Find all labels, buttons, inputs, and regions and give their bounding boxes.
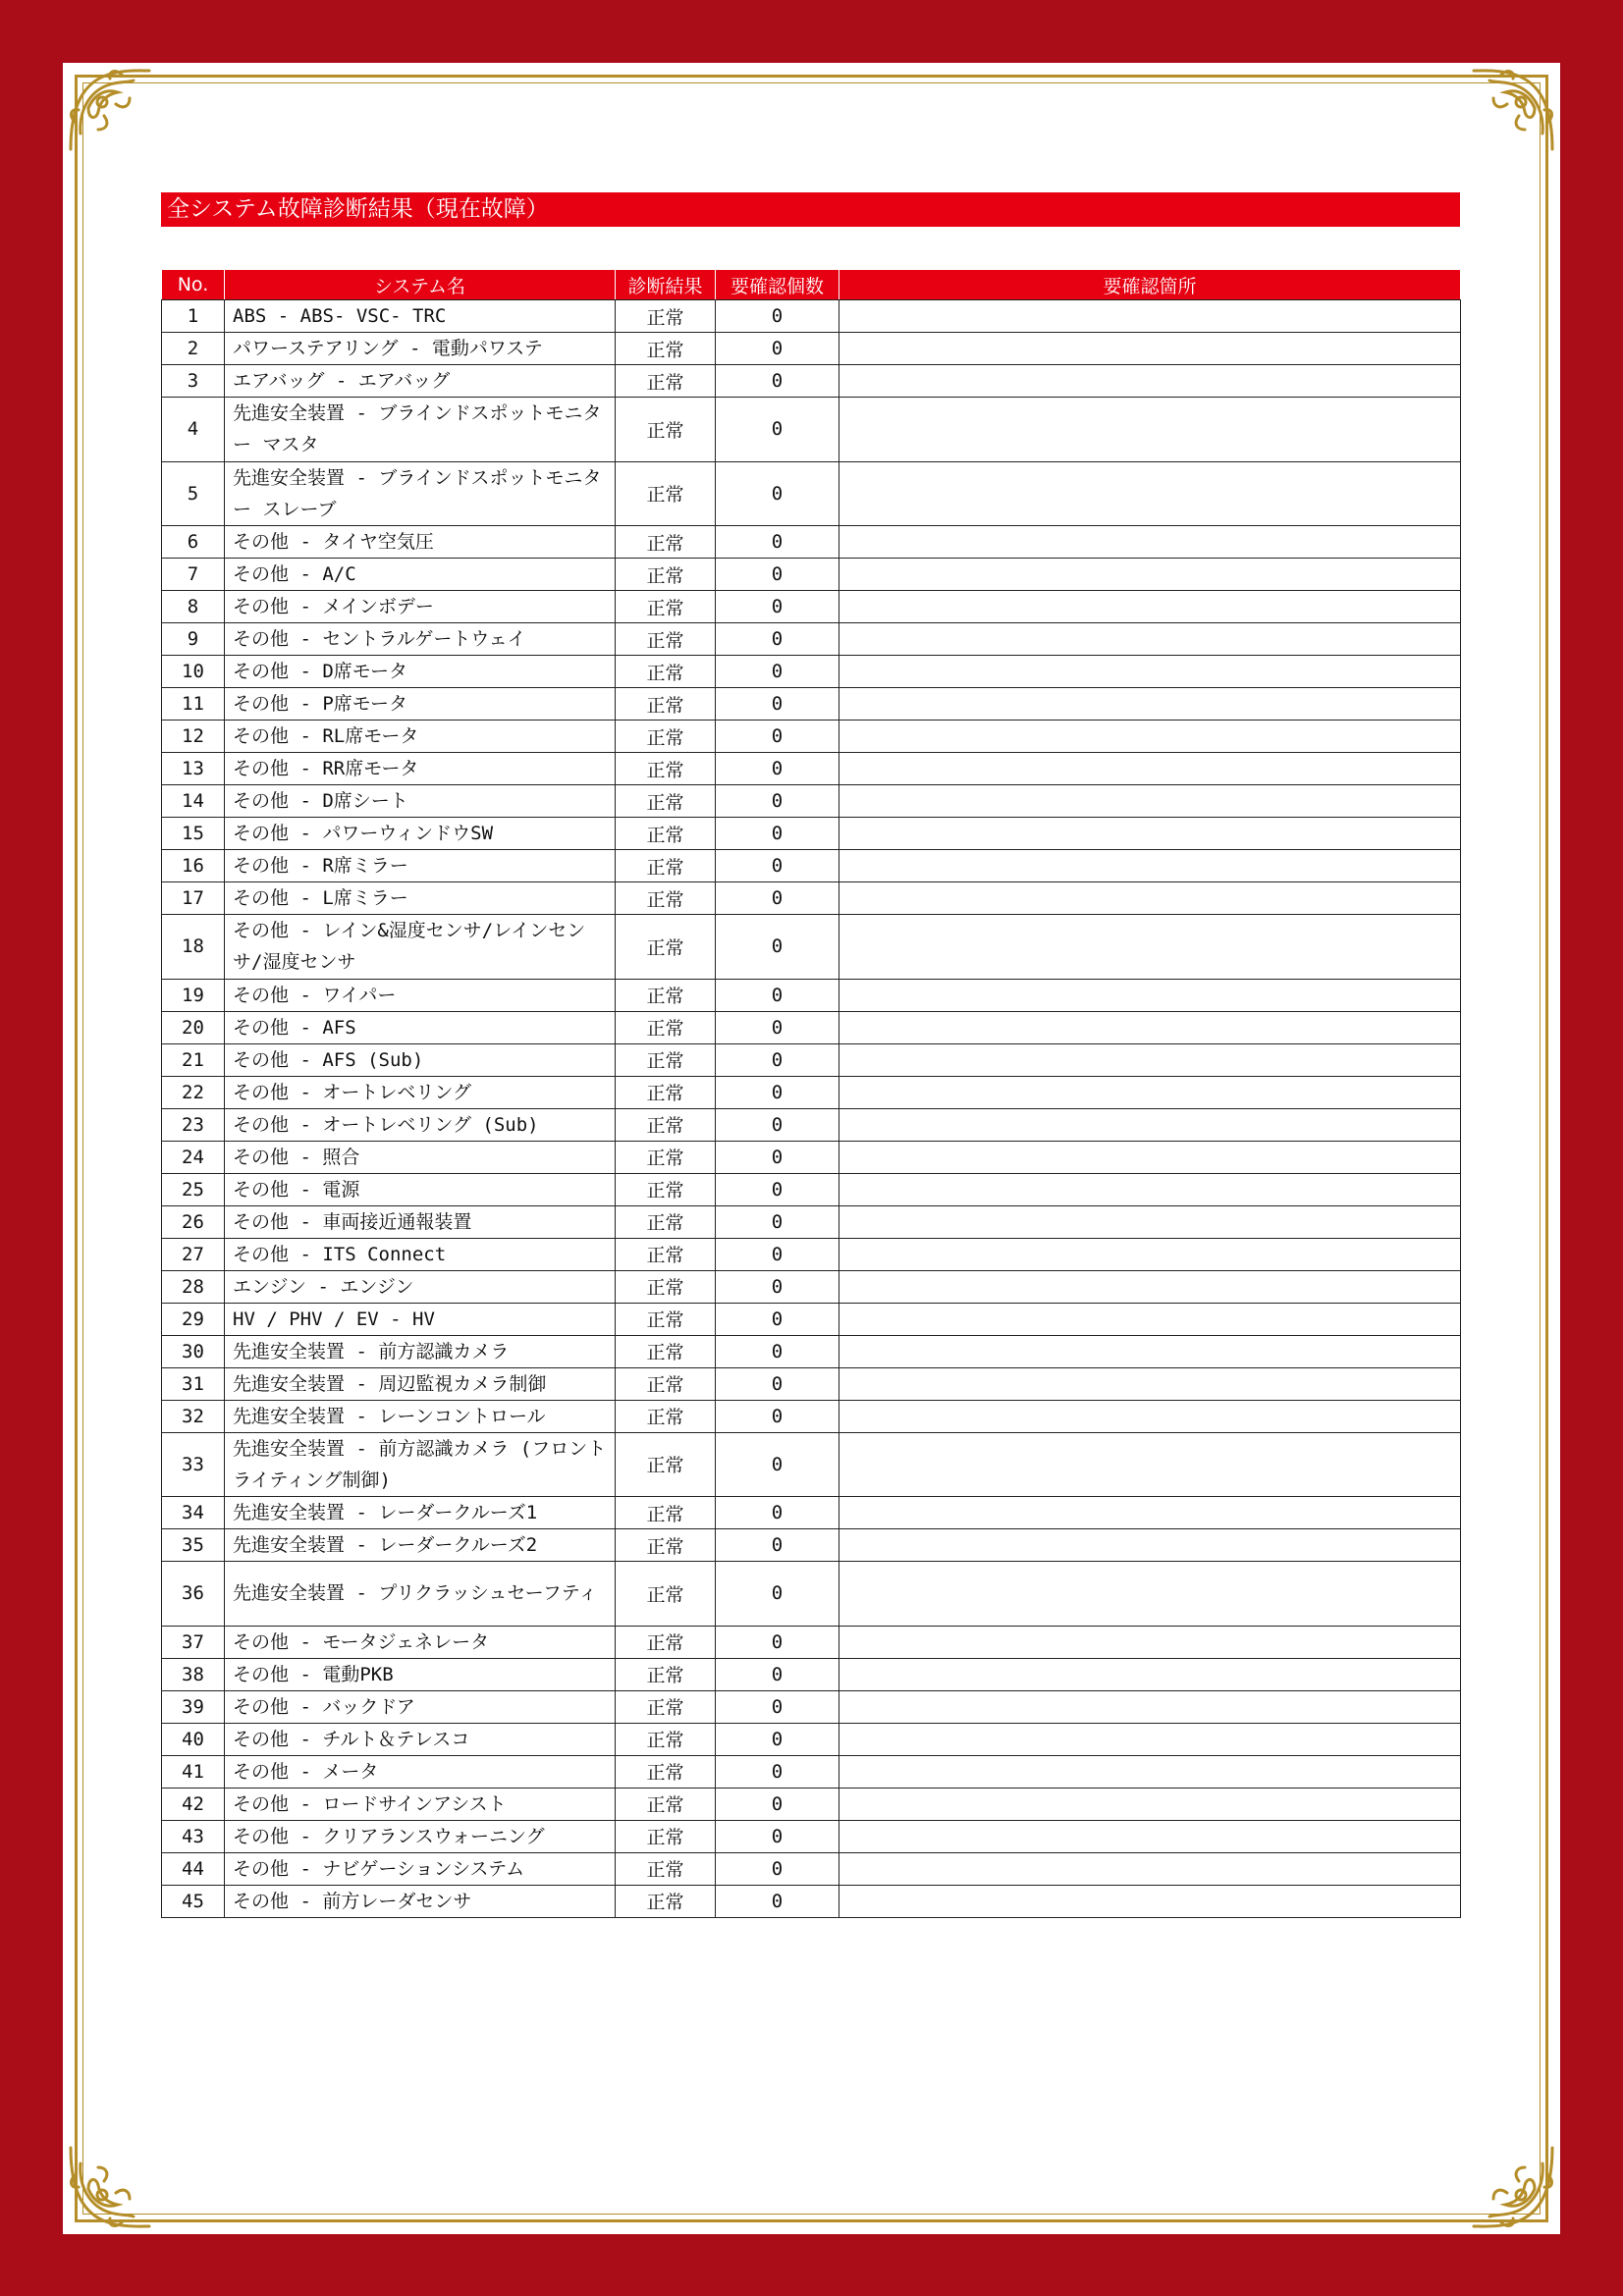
- count-cell: 0: [716, 300, 839, 333]
- row-number: 5: [162, 461, 225, 526]
- system-name-cell: その他 - タイヤ空気圧: [225, 526, 616, 559]
- result-cell: 正常: [616, 979, 716, 1011]
- system-name-cell: その他 - AFS: [225, 1011, 616, 1043]
- row-number: 43: [162, 1820, 225, 1852]
- system-name-cell: その他 - オートレベリング (Sub): [225, 1108, 616, 1141]
- row-number: 10: [162, 656, 225, 688]
- location-cell: [839, 1755, 1461, 1788]
- row-number: 8: [162, 591, 225, 623]
- count-cell: 0: [716, 1820, 839, 1852]
- table-row: [162, 1788, 1461, 1820]
- location-cell: [839, 1205, 1461, 1238]
- row-number: 41: [162, 1755, 225, 1788]
- row-number: 30: [162, 1335, 225, 1367]
- corner-ornament-icon: [1468, 2142, 1558, 2232]
- system-name-cell: 先進安全装置 - レーンコントロール: [225, 1400, 616, 1432]
- table-row: [162, 1173, 1461, 1205]
- location-cell: [839, 1303, 1461, 1335]
- system-name-cell: エアバッグ - エアバッグ: [225, 365, 616, 398]
- result-cell: 正常: [616, 915, 716, 980]
- result-cell: 正常: [616, 1335, 716, 1367]
- system-name-cell: その他 - AFS (Sub): [225, 1043, 616, 1076]
- system-name-cell: 先進安全装置 - 前方認識カメラ: [225, 1335, 616, 1367]
- table-row: [162, 1562, 1461, 1627]
- row-number: 39: [162, 1690, 225, 1723]
- count-cell: 0: [716, 1788, 839, 1820]
- result-cell: 正常: [616, 721, 716, 753]
- location-cell: [839, 1852, 1461, 1885]
- system-name-cell: エンジン - エンジン: [225, 1270, 616, 1303]
- location-cell: [839, 1529, 1461, 1562]
- result-cell: 正常: [616, 1043, 716, 1076]
- system-name-cell: その他 - チルト＆テレスコ: [225, 1723, 616, 1755]
- result-cell: 正常: [616, 1658, 716, 1690]
- location-cell: [839, 721, 1461, 753]
- system-name-cell: 先進安全装置 - 周辺監視カメラ制御: [225, 1367, 616, 1400]
- count-cell: 0: [716, 1562, 839, 1627]
- result-cell: 正常: [616, 1529, 716, 1562]
- count-cell: 0: [716, 1432, 839, 1497]
- table-row: [162, 882, 1461, 915]
- location-cell: [839, 656, 1461, 688]
- location-cell: [839, 1820, 1461, 1852]
- system-name-cell: その他 - RR席モータ: [225, 753, 616, 785]
- result-cell: 正常: [616, 1852, 716, 1885]
- location-cell: [839, 915, 1461, 980]
- count-cell: 0: [716, 398, 839, 462]
- row-number: 23: [162, 1108, 225, 1141]
- row-number: 13: [162, 753, 225, 785]
- system-name-cell: その他 - ナビゲーションシステム: [225, 1852, 616, 1885]
- row-number: 3: [162, 365, 225, 398]
- row-number: 24: [162, 1141, 225, 1173]
- row-number: 28: [162, 1270, 225, 1303]
- table-body: [162, 300, 1461, 1918]
- column-header-system: システム名: [225, 270, 616, 300]
- row-number: 4: [162, 398, 225, 462]
- row-number: 26: [162, 1205, 225, 1238]
- system-name-cell: その他 - メータ: [225, 1755, 616, 1788]
- table-row: [162, 1755, 1461, 1788]
- system-name-cell: その他 - オートレベリング: [225, 1076, 616, 1108]
- system-name-cell: HV / PHV / EV - HV: [225, 1303, 616, 1335]
- table-row: [162, 1108, 1461, 1141]
- row-number: 45: [162, 1885, 225, 1917]
- table-row: [162, 1432, 1461, 1497]
- row-number: 31: [162, 1367, 225, 1400]
- result-cell: 正常: [616, 1723, 716, 1755]
- table-row: [162, 526, 1461, 559]
- result-cell: 正常: [616, 1432, 716, 1497]
- report-title: 全システム故障診断結果（現在故障）: [161, 192, 1460, 227]
- system-name-cell: 先進安全装置 - プリクラッシュセーフティ: [225, 1562, 616, 1627]
- column-header-count: 要確認個数: [716, 270, 839, 300]
- result-cell: 正常: [616, 365, 716, 398]
- row-number: 36: [162, 1562, 225, 1627]
- count-cell: 0: [716, 461, 839, 526]
- row-number: 18: [162, 915, 225, 980]
- result-cell: 正常: [616, 1173, 716, 1205]
- location-cell: [839, 333, 1461, 365]
- count-cell: 0: [716, 591, 839, 623]
- table-row: [162, 1141, 1461, 1173]
- location-cell: [839, 1108, 1461, 1141]
- system-name-cell: 先進安全装置 - レーダークルーズ2: [225, 1529, 616, 1562]
- count-cell: 0: [716, 1497, 839, 1529]
- table-row: [162, 300, 1461, 333]
- count-cell: 0: [716, 1011, 839, 1043]
- row-number: 17: [162, 882, 225, 915]
- corner-ornament-icon: [1468, 65, 1558, 155]
- location-cell: [839, 818, 1461, 850]
- system-name-cell: その他 - L席ミラー: [225, 882, 616, 915]
- location-cell: [839, 753, 1461, 785]
- count-cell: 0: [716, 915, 839, 980]
- column-header-no: No.: [162, 270, 225, 300]
- table-row: [162, 1723, 1461, 1755]
- table-row: [162, 1367, 1461, 1400]
- count-cell: 0: [716, 1529, 839, 1562]
- table-header-row: [162, 270, 1461, 300]
- table-row: [162, 1400, 1461, 1432]
- result-cell: 正常: [616, 785, 716, 818]
- count-cell: 0: [716, 365, 839, 398]
- system-name-cell: その他 - D席モータ: [225, 656, 616, 688]
- result-cell: 正常: [616, 753, 716, 785]
- count-cell: 0: [716, 333, 839, 365]
- result-cell: 正常: [616, 1205, 716, 1238]
- location-cell: [839, 1562, 1461, 1627]
- table-row: [162, 979, 1461, 1011]
- result-cell: 正常: [616, 818, 716, 850]
- table-row: [162, 461, 1461, 526]
- system-name-cell: その他 - バックドア: [225, 1690, 616, 1723]
- count-cell: 0: [716, 882, 839, 915]
- result-cell: 正常: [616, 526, 716, 559]
- table-row: [162, 1205, 1461, 1238]
- result-cell: 正常: [616, 1367, 716, 1400]
- row-number: 22: [162, 1076, 225, 1108]
- column-header-result: 診断結果: [616, 270, 716, 300]
- location-cell: [839, 398, 1461, 462]
- result-cell: 正常: [616, 1238, 716, 1270]
- location-cell: [839, 882, 1461, 915]
- location-cell: [839, 1367, 1461, 1400]
- table-row: [162, 1885, 1461, 1917]
- location-cell: [839, 1658, 1461, 1690]
- table-row: [162, 1529, 1461, 1562]
- row-number: 27: [162, 1238, 225, 1270]
- count-cell: 0: [716, 979, 839, 1011]
- location-cell: [839, 1270, 1461, 1303]
- location-cell: [839, 365, 1461, 398]
- row-number: 1: [162, 300, 225, 333]
- count-cell: 0: [716, 1400, 839, 1432]
- system-name-cell: その他 - A/C: [225, 559, 616, 591]
- result-cell: 正常: [616, 882, 716, 915]
- result-cell: 正常: [616, 300, 716, 333]
- location-cell: [839, 461, 1461, 526]
- count-cell: 0: [716, 1755, 839, 1788]
- system-name-cell: その他 - パワーウィンドウSW: [225, 818, 616, 850]
- row-number: 44: [162, 1852, 225, 1885]
- row-number: 19: [162, 979, 225, 1011]
- count-cell: 0: [716, 1690, 839, 1723]
- table-row: [162, 1690, 1461, 1723]
- location-cell: [839, 688, 1461, 721]
- table-row: [162, 818, 1461, 850]
- table-row: [162, 850, 1461, 882]
- table-row: [162, 1238, 1461, 1270]
- system-name-cell: その他 - RL席モータ: [225, 721, 616, 753]
- system-name-cell: その他 - ワイパー: [225, 979, 616, 1011]
- result-cell: 正常: [616, 1755, 716, 1788]
- system-name-cell: その他 - セントラルゲートウェイ: [225, 623, 616, 656]
- count-cell: 0: [716, 721, 839, 753]
- row-number: 2: [162, 333, 225, 365]
- row-number: 9: [162, 623, 225, 656]
- location-cell: [839, 1076, 1461, 1108]
- table-row: [162, 1303, 1461, 1335]
- location-cell: [839, 1626, 1461, 1658]
- table-row: [162, 333, 1461, 365]
- row-number: 12: [162, 721, 225, 753]
- count-cell: 0: [716, 753, 839, 785]
- table-row: [162, 1658, 1461, 1690]
- system-name-cell: その他 - ITS Connect: [225, 1238, 616, 1270]
- result-cell: 正常: [616, 1562, 716, 1627]
- location-cell: [839, 526, 1461, 559]
- row-number: 15: [162, 818, 225, 850]
- count-cell: 0: [716, 1367, 839, 1400]
- result-cell: 正常: [616, 1885, 716, 1917]
- count-cell: 0: [716, 1043, 839, 1076]
- count-cell: 0: [716, 1658, 839, 1690]
- table-row: [162, 1852, 1461, 1885]
- result-cell: 正常: [616, 1400, 716, 1432]
- row-number: 38: [162, 1658, 225, 1690]
- row-number: 20: [162, 1011, 225, 1043]
- location-cell: [839, 1043, 1461, 1076]
- location-cell: [839, 1173, 1461, 1205]
- result-cell: 正常: [616, 850, 716, 882]
- location-cell: [839, 1400, 1461, 1432]
- location-cell: [839, 559, 1461, 591]
- result-cell: 正常: [616, 1270, 716, 1303]
- row-number: 33: [162, 1432, 225, 1497]
- table-row: [162, 365, 1461, 398]
- count-cell: 0: [716, 1141, 839, 1173]
- table-row: [162, 785, 1461, 818]
- count-cell: 0: [716, 1270, 839, 1303]
- count-cell: 0: [716, 1238, 839, 1270]
- system-name-cell: その他 - 照合: [225, 1141, 616, 1173]
- table-row: [162, 688, 1461, 721]
- count-cell: 0: [716, 1173, 839, 1205]
- count-cell: 0: [716, 623, 839, 656]
- system-name-cell: その他 - 前方レーダセンサ: [225, 1885, 616, 1917]
- location-cell: [839, 623, 1461, 656]
- count-cell: 0: [716, 1076, 839, 1108]
- row-number: 25: [162, 1173, 225, 1205]
- count-cell: 0: [716, 1626, 839, 1658]
- corner-ornament-icon: [65, 65, 155, 155]
- system-name-cell: その他 - 車両接近通報装置: [225, 1205, 616, 1238]
- result-cell: 正常: [616, 1690, 716, 1723]
- row-number: 16: [162, 850, 225, 882]
- result-cell: 正常: [616, 656, 716, 688]
- system-name-cell: その他 - R席ミラー: [225, 850, 616, 882]
- result-cell: 正常: [616, 333, 716, 365]
- table-row: [162, 1626, 1461, 1658]
- table-row: [162, 591, 1461, 623]
- system-name-cell: その他 - 電動PKB: [225, 1658, 616, 1690]
- column-header-location: 要確認箇所: [839, 270, 1461, 300]
- result-cell: 正常: [616, 1076, 716, 1108]
- location-cell: [839, 1788, 1461, 1820]
- result-cell: 正常: [616, 461, 716, 526]
- count-cell: 0: [716, 1885, 839, 1917]
- result-cell: 正常: [616, 1626, 716, 1658]
- count-cell: 0: [716, 656, 839, 688]
- system-name-cell: その他 - P席モータ: [225, 688, 616, 721]
- table-row: [162, 656, 1461, 688]
- row-number: 35: [162, 1529, 225, 1562]
- location-cell: [839, 1141, 1461, 1173]
- row-number: 6: [162, 526, 225, 559]
- location-cell: [839, 1885, 1461, 1917]
- count-cell: 0: [716, 818, 839, 850]
- count-cell: 0: [716, 785, 839, 818]
- system-name-cell: その他 - D席シート: [225, 785, 616, 818]
- location-cell: [839, 1335, 1461, 1367]
- result-cell: 正常: [616, 398, 716, 462]
- corner-ornament-icon: [65, 2142, 155, 2232]
- table-row: [162, 1497, 1461, 1529]
- table-row: [162, 1820, 1461, 1852]
- result-cell: 正常: [616, 1497, 716, 1529]
- count-cell: 0: [716, 1205, 839, 1238]
- result-cell: 正常: [616, 688, 716, 721]
- table-row: [162, 1270, 1461, 1303]
- system-name-cell: その他 - クリアランスウォーニング: [225, 1820, 616, 1852]
- location-cell: [839, 850, 1461, 882]
- system-name-cell: その他 - 電源: [225, 1173, 616, 1205]
- system-name-cell: 先進安全装置 - 前方認識カメラ (フロントライティング制御): [225, 1432, 616, 1497]
- report-page: [63, 63, 1560, 2234]
- count-cell: 0: [716, 850, 839, 882]
- system-name-cell: パワーステアリング - 電動パワステ: [225, 333, 616, 365]
- row-number: 7: [162, 559, 225, 591]
- table-row: [162, 398, 1461, 462]
- row-number: 42: [162, 1788, 225, 1820]
- count-cell: 0: [716, 688, 839, 721]
- row-number: 34: [162, 1497, 225, 1529]
- system-name-cell: その他 - モータジェネレータ: [225, 1626, 616, 1658]
- result-cell: 正常: [616, 559, 716, 591]
- system-name-cell: その他 - レイン&湿度センサ/レインセンサ/湿度センサ: [225, 915, 616, 980]
- table-row: [162, 1043, 1461, 1076]
- system-name-cell: 先進安全装置 - レーダークルーズ1: [225, 1497, 616, 1529]
- result-cell: 正常: [616, 623, 716, 656]
- count-cell: 0: [716, 1303, 839, 1335]
- system-name-cell: ABS - ABS- VSC- TRC: [225, 300, 616, 333]
- location-cell: [839, 591, 1461, 623]
- count-cell: 0: [716, 1108, 839, 1141]
- table-row: [162, 559, 1461, 591]
- result-cell: 正常: [616, 1108, 716, 1141]
- location-cell: [839, 1432, 1461, 1497]
- system-name-cell: その他 - ロードサインアシスト: [225, 1788, 616, 1820]
- location-cell: [839, 300, 1461, 333]
- result-cell: 正常: [616, 1303, 716, 1335]
- table-row: [162, 1011, 1461, 1043]
- table-row: [162, 1335, 1461, 1367]
- row-number: 29: [162, 1303, 225, 1335]
- result-cell: 正常: [616, 1820, 716, 1852]
- count-cell: 0: [716, 1723, 839, 1755]
- result-cell: 正常: [616, 1788, 716, 1820]
- system-name-cell: 先進安全装置 - ブラインドスポットモニター マスタ: [225, 398, 616, 462]
- result-cell: 正常: [616, 1011, 716, 1043]
- row-number: 21: [162, 1043, 225, 1076]
- count-cell: 0: [716, 1852, 839, 1885]
- row-number: 11: [162, 688, 225, 721]
- location-cell: [839, 1723, 1461, 1755]
- location-cell: [839, 1011, 1461, 1043]
- location-cell: [839, 979, 1461, 1011]
- result-cell: 正常: [616, 591, 716, 623]
- table-row: [162, 915, 1461, 980]
- table-row: [162, 721, 1461, 753]
- row-number: 40: [162, 1723, 225, 1755]
- location-cell: [839, 1497, 1461, 1529]
- table-row: [162, 623, 1461, 656]
- row-number: 37: [162, 1626, 225, 1658]
- table-row: [162, 1076, 1461, 1108]
- row-number: 14: [162, 785, 225, 818]
- location-cell: [839, 1238, 1461, 1270]
- location-cell: [839, 785, 1461, 818]
- count-cell: 0: [716, 1335, 839, 1367]
- system-name-cell: その他 - メインボデー: [225, 591, 616, 623]
- count-cell: 0: [716, 559, 839, 591]
- diagnosis-results-table: [161, 269, 1461, 1918]
- count-cell: 0: [716, 526, 839, 559]
- row-number: 32: [162, 1400, 225, 1432]
- location-cell: [839, 1690, 1461, 1723]
- table-row: [162, 753, 1461, 785]
- system-name-cell: 先進安全装置 - ブラインドスポットモニター スレーブ: [225, 461, 616, 526]
- result-cell: 正常: [616, 1141, 716, 1173]
